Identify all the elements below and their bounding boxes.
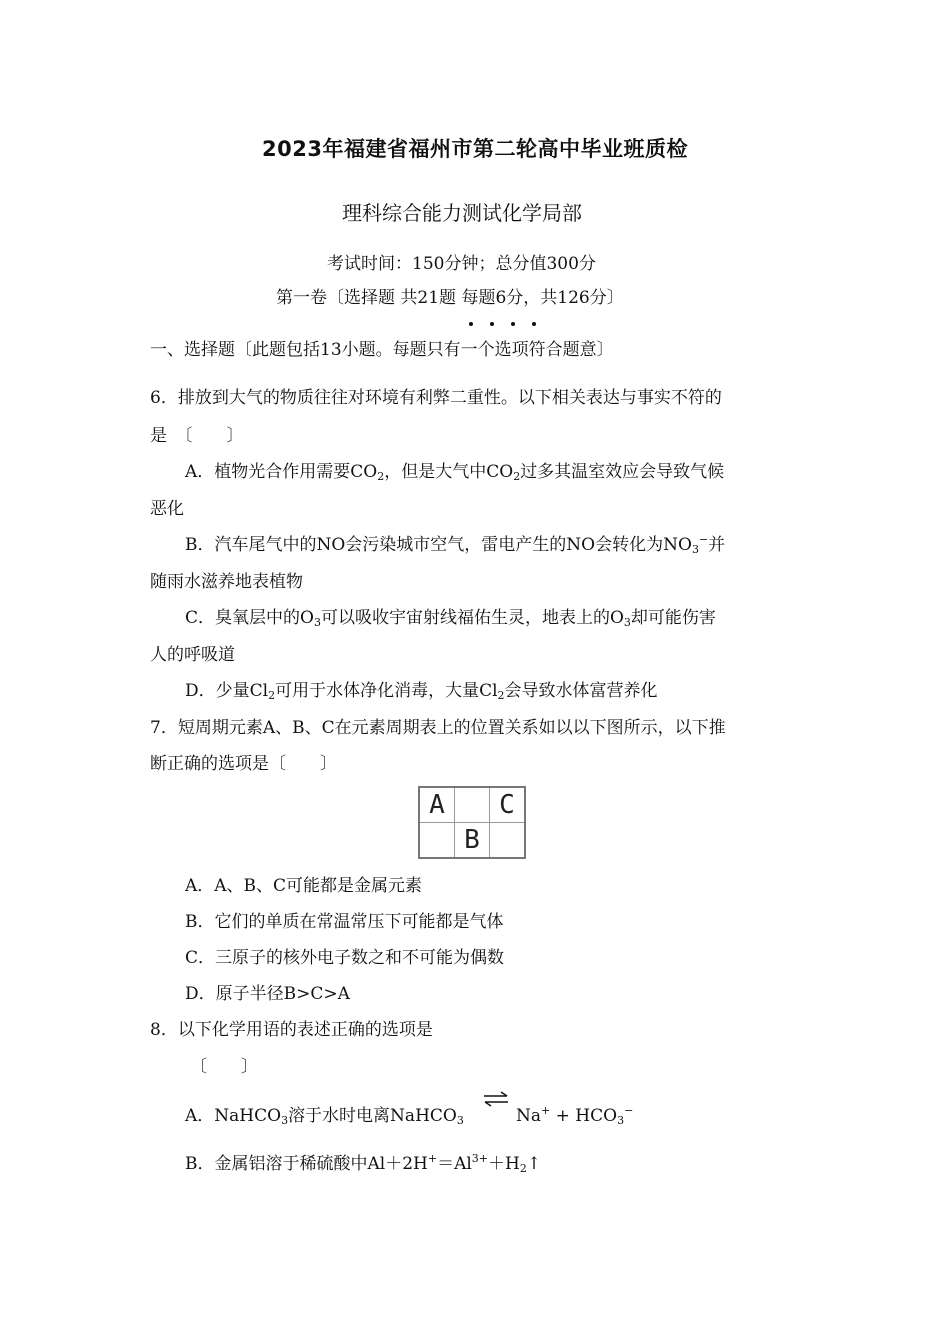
emphasis-dots — [466, 322, 536, 330]
q6-stem-line1: 6．排放到大气的物质往往对环境有利弊二重性。以下相关表达与事实不符的 — [150, 388, 722, 408]
q7-option-d: D．原子半径B>C>A — [185, 984, 350, 1004]
table-cell: B — [455, 823, 490, 859]
q7-option-b: B．它们的单质在常温常压下可能都是气体 — [185, 912, 504, 932]
q8-option-b: B．金属铝溶于稀硫酸中$Al+2H^+=Al^{3+}+H_2↑$ — [185, 1152, 542, 1175]
table-cell: C — [490, 787, 526, 823]
table-cell — [455, 787, 490, 823]
q6-option-a: A．植物光合作用需要$CO_2$，但是大气中$CO_2$过多其温室效应会导致气候 — [185, 462, 725, 483]
q6-option-c: C．臭氧层中的$O_3$可以吸收宇宙射线福佑生灵，地表上的$O_3$却可能伤害 — [185, 608, 716, 629]
document-subtitle: 理科综合能力测试化学局部 — [342, 201, 582, 225]
table-cell — [419, 823, 455, 859]
document-title: 2023年福建省福州市第二轮高中毕业班质检 — [262, 137, 688, 161]
q7-option-c: C．三原子的核外电子数之和不可能为偶数 — [185, 948, 505, 968]
exam-info: 考试时间：150分钟；总分值300分 — [327, 254, 596, 274]
equilibrium-arrow-icon — [481, 1091, 511, 1107]
periodic-position-table — [418, 786, 526, 859]
q6-stem-line2: 是 〔 〕 — [150, 426, 244, 446]
q7-stem-line1: 7．短周期元素A、B、C在元素周期表上的位置关系如以以下图所示，以下推 — [150, 718, 726, 738]
q8-option-a: A．NaHCO$_3$溶于水时电离NaHCO$_3$ — [185, 1106, 464, 1127]
q8-option-a-products: $Na^+ + HCO_3^-$ — [516, 1104, 634, 1127]
table-cell: A — [419, 787, 455, 823]
q6-option-d: D．少量$Cl_2$可用于水体净化消毒，大量$Cl_2$会导致水体富营养化 — [185, 681, 658, 702]
q6-option-a-cont: 恶化 — [150, 499, 184, 519]
q7-option-a: A．A、B、C可能都是金属元素 — [185, 876, 423, 896]
q6-option-c-cont: 人的呼吸道 — [150, 645, 235, 665]
section-heading: 一、选择题〔此题包括13小题。每题只有一个选项符合题意〕 — [150, 340, 614, 360]
q6-option-b: B．汽车尾气中的NO会污染城市空气，雷电产生的NO会转化为$NO_3^-$并 — [185, 533, 726, 556]
q7-stem-line2: 断正确的选项是〔 〕 — [150, 754, 337, 774]
volume-info: 第一卷〔选择题 共21题 每题6分，共126分〕 — [276, 288, 624, 308]
q8-stem: 8．以下化学用语的表述正确的选项是 — [150, 1020, 433, 1040]
table-cell — [490, 823, 526, 859]
q8-bracket: 〔 〕 — [190, 1057, 258, 1077]
q6-option-b-cont: 随雨水滋养地表植物 — [150, 572, 303, 592]
